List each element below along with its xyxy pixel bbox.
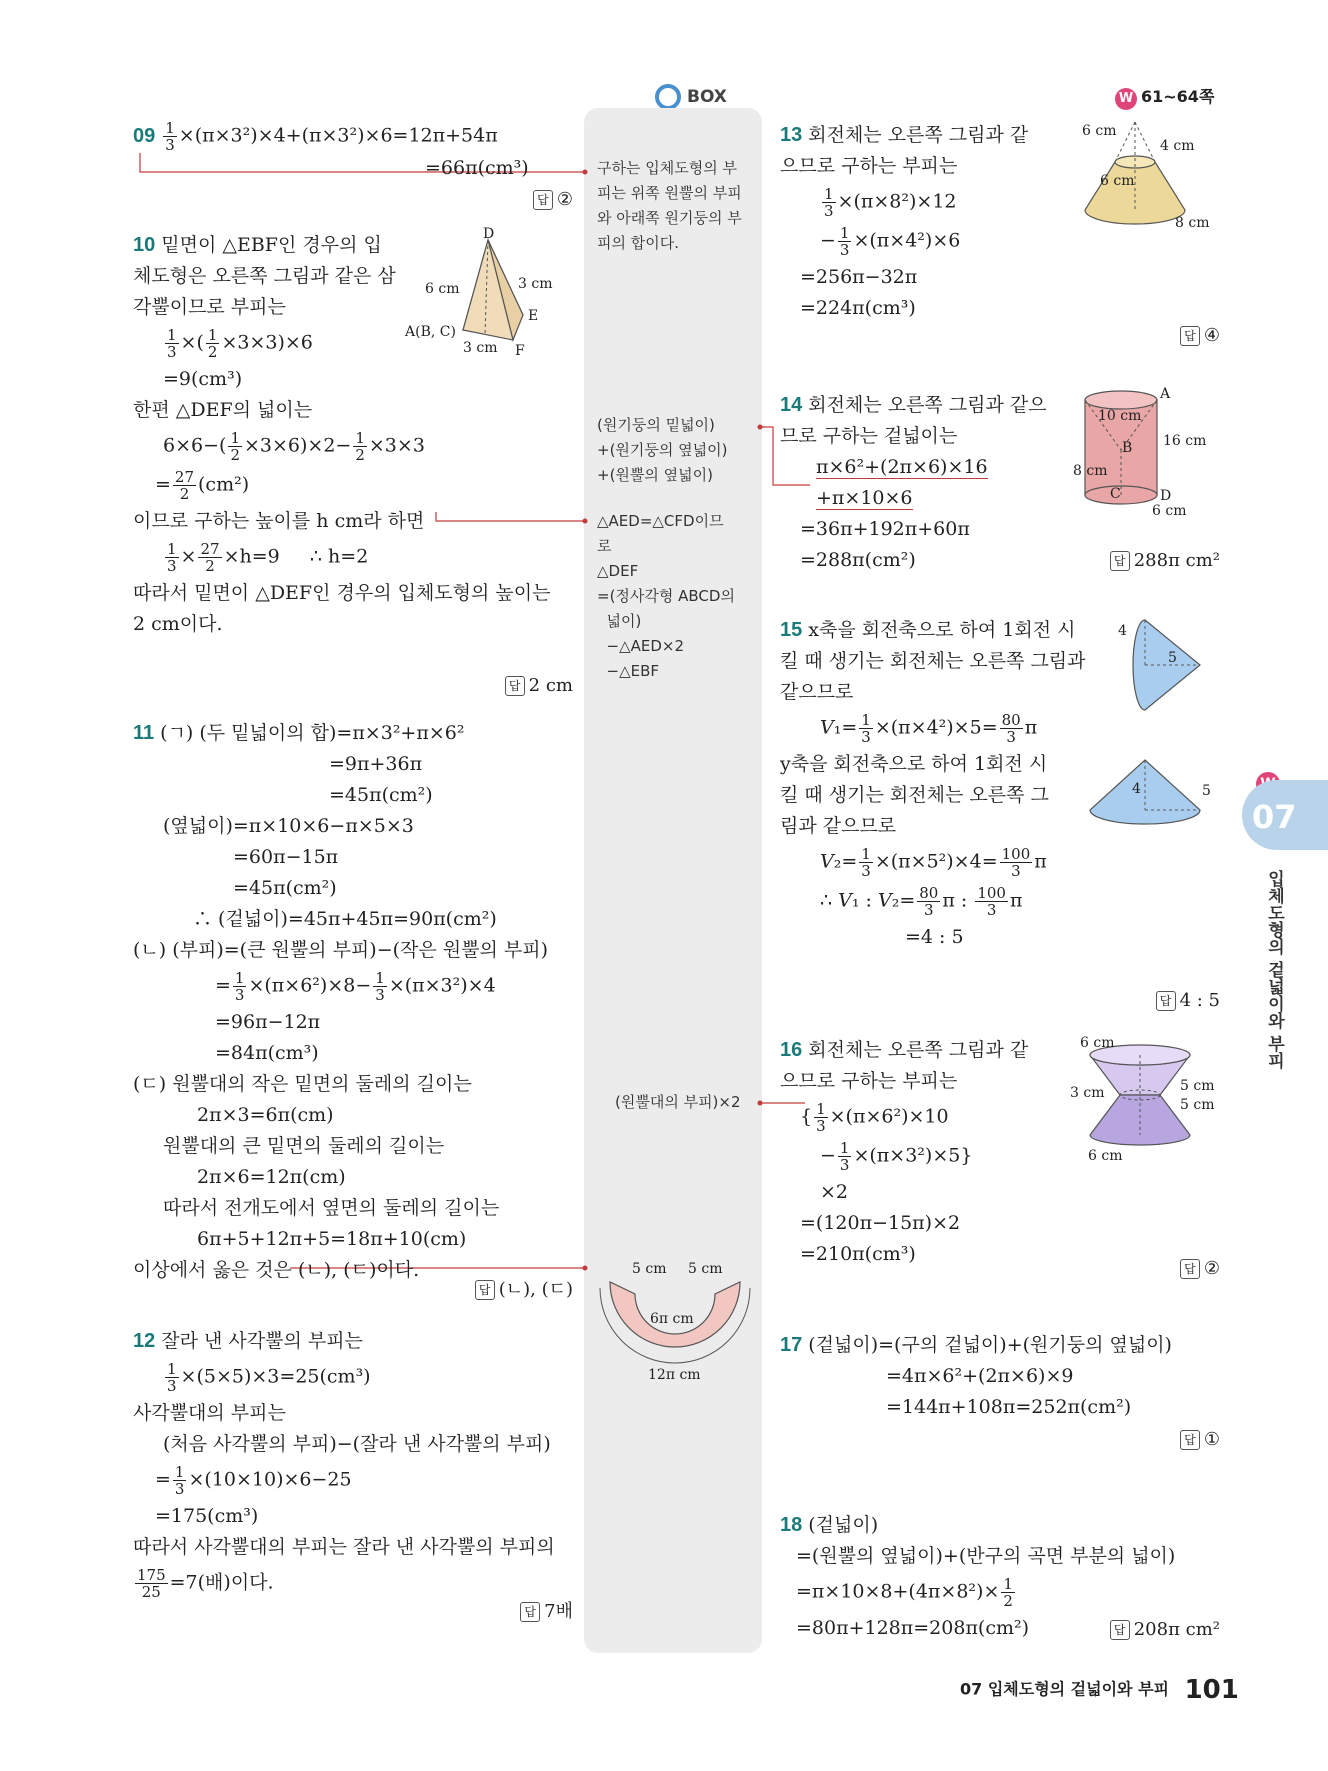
note-line: 넓이)	[597, 612, 642, 630]
fraction: $\frac{1}{2}$	[230, 429, 240, 464]
fraction: $\frac{1}{3}$	[839, 1139, 850, 1174]
chapter-vertical-title: 입체도형의 겉넓이와 부피	[1264, 870, 1284, 1069]
p17-answer	[1180, 1424, 1220, 1455]
box-note-1	[597, 156, 757, 256]
label-F: F	[515, 343, 525, 359]
fraction: $\frac{1}{3}$	[234, 969, 245, 1004]
label-ABC: A(B, C)	[405, 324, 456, 340]
problem-17	[780, 1330, 1220, 1510]
answer-value: 288π cm²	[1133, 550, 1220, 571]
answer-value: ①	[1203, 1429, 1220, 1450]
note-line: +(원기둥의 옆넓이)	[597, 441, 728, 459]
p18-l4: =80π+128π=208π(cm²)	[796, 1617, 1030, 1639]
problem-18	[780, 1510, 1220, 1650]
label-4: 4	[1118, 623, 1127, 639]
p15-l8-text: ×(π×5²)×4=	[874, 850, 998, 873]
fraction: $\frac{1}{3}$	[824, 185, 834, 220]
p18-l1	[780, 1510, 1220, 1541]
p12-l8-text: =7(배)이다.	[169, 1571, 274, 1594]
p18-answer	[1110, 1614, 1220, 1645]
fraction: $\frac{80}{3}$	[919, 884, 939, 919]
label-B: B	[1122, 440, 1133, 456]
p11-a5: =60π−15π	[233, 846, 339, 868]
p10-line3: 각뿔이므로 부피는	[133, 296, 286, 318]
p18-l3	[780, 1576, 1220, 1609]
p11-c1: (ㄷ) 원뿔대의 작은 밑면의 둘레의 길이는	[133, 1073, 472, 1095]
note-line: +(원뿔의 옆넓이)	[597, 466, 713, 484]
page-ref-text: 61~64쪽	[1141, 87, 1215, 106]
p16-l3-text: ×(π×6²)×10	[829, 1105, 949, 1128]
p13-l1-text: 회전체는 오른쪽 그림과 같	[808, 124, 1029, 146]
p12-l4: (처음 사각뿔의 부피)−(잘라 낸 사각뿔의 부피)	[163, 1433, 551, 1455]
p09-l1: ×(π×3²)×4+(π×3²)×6=12π+54π	[178, 124, 498, 147]
p10-answer	[505, 670, 573, 701]
fraction: $\frac{1}{3}$	[861, 711, 871, 746]
p12-l5-text: ×(10×10)×6−25	[188, 1468, 352, 1491]
p15-l9: =4 : 5	[905, 926, 964, 948]
p16-l5: ×2	[820, 1181, 849, 1203]
p10-line5: =9(cm³)	[163, 368, 243, 390]
label-A: A	[1160, 386, 1171, 402]
label-4-y: 4	[1132, 781, 1141, 797]
fraction: $\frac{1}{3}$	[167, 540, 177, 575]
label-6cm: 6 cm	[1152, 503, 1187, 519]
fraction: $\frac{1}{2}$	[1003, 1575, 1013, 1610]
answer-mark-icon: 답	[505, 676, 525, 696]
p10-line12: 2 cm이다.	[133, 613, 223, 635]
p11-b2-text: ×(π×6²)×8−	[248, 974, 372, 997]
p11-b1: (ㄴ) (부피)=(큰 원뿔의 부피)−(작은 원뿔의 부피)	[133, 939, 549, 961]
p17-l1-text: (겉넓이)=(구의 겉넓이)+(원기둥의 옆넓이)	[808, 1334, 1172, 1356]
problem-14	[780, 386, 1220, 615]
box-header	[655, 84, 727, 110]
label-3cm: 3 cm	[1070, 1085, 1105, 1101]
p14-l5: =36π+192π+60π	[800, 518, 970, 540]
p15-l5: y축을 회전축으로 하여 1회전 시	[780, 753, 1048, 775]
p15-l8: V₂= $\frac{1}{3}$ ×(π×5²)×4= $\frac{100}{3}$ π	[820, 845, 1047, 880]
p11-b2b-text: ×(π×3²)×4	[388, 974, 496, 997]
fan-a-label: 5 cm	[632, 1261, 667, 1277]
fan-inner-label: 6π cm	[650, 1311, 694, 1327]
fraction: $\frac{1}{3}$	[167, 326, 177, 361]
label-8cm: 8 cm	[1073, 463, 1108, 479]
label-10cm: 10 cm	[1098, 408, 1142, 424]
answer-value: 208π cm²	[1133, 1619, 1220, 1640]
problem-11	[133, 718, 573, 1326]
label-5: 5	[1168, 650, 1177, 666]
answer-value: 4 : 5	[1179, 990, 1220, 1011]
p11-b4: =84π(cm³)	[215, 1042, 319, 1064]
fraction: $\frac{1}{2}$	[207, 326, 218, 361]
fraction: $\frac{1}{2}$	[355, 429, 365, 464]
p11-c6: 6π+5+12π+5=18π+10(cm)	[197, 1228, 467, 1250]
problem-09	[133, 120, 573, 230]
p10-l7b: ×3×6)×2−	[243, 434, 352, 457]
p15-l7: 림과 같으므로	[780, 815, 897, 837]
answer-value: (ㄴ), (ㄷ)	[498, 1279, 573, 1300]
label-D: D	[483, 226, 495, 242]
chapter-number: 07	[1252, 798, 1297, 836]
note-line: 피의 합이다.	[597, 234, 679, 252]
p10-line7	[133, 430, 573, 463]
p09-line2: =66π(cm³)	[425, 157, 529, 179]
p12-answer	[520, 1596, 573, 1627]
p15-l2: 킬 때 생기는 회전체는 오른쪽 그림과	[780, 650, 1086, 672]
p12-l7: 따라서 사각뿔대의 부피는 잘라 낸 사각뿔의 부피의	[133, 1536, 555, 1558]
note-line: △DEF	[597, 562, 639, 580]
p18-l3-text: =π×10×8+(4π×8²)×	[796, 1580, 1000, 1603]
p11-answer	[475, 1274, 573, 1305]
fraction: $\frac{1}{3}$	[861, 845, 871, 880]
p11-c2: 2π×3=6π(cm)	[197, 1104, 334, 1126]
fraction: $\frac{100}{3}$	[1001, 845, 1031, 880]
p15-l1-text: x축을 회전축으로 하여 1회전 시	[808, 619, 1076, 641]
problem-number: 09	[133, 124, 156, 147]
fraction: $\frac{1}{3}$	[167, 1360, 177, 1395]
p14-l3-text: π×6²+(2π×6)×16	[816, 456, 988, 478]
p10-l1: 밑면이 △EBF인 경우의 입	[161, 234, 382, 256]
p18-l1-text: (겉넓이)	[808, 1514, 879, 1536]
answer-mark-icon: 답	[1110, 1620, 1130, 1640]
p11-a4: (옆넓이)=π×10×6−π×5×3	[163, 815, 414, 837]
problem-number: 16	[780, 1039, 803, 1061]
p15-l4-text: ×(π×4²)×5=	[874, 716, 998, 739]
label-E: E	[528, 308, 539, 324]
note-line: 구하는 입체도형의 부	[597, 159, 737, 177]
fraction: $\frac{1}{3}$	[174, 1463, 185, 1498]
p10-line4: $\frac{1}{3}$ ×( $\frac{1}{2}$ ×3×3)×6	[167, 326, 313, 361]
p16-l4-text: ×(π×3²)×5}	[853, 1144, 973, 1167]
p10-l10: ×h=9 ∴ h=2	[223, 545, 369, 568]
p11-a1-text: (ㄱ) (두 밑넓이의 합)=π×3²+π×6²	[160, 722, 465, 744]
fraction: $\frac{1}{3}$	[839, 224, 850, 259]
cone-y-figure	[1070, 755, 1220, 845]
p11-a2: =9π+36π	[329, 753, 423, 775]
answer-mark-icon: 답	[475, 1280, 495, 1300]
p10-line8: = $\frac{27}{2}$ (cm²)	[155, 468, 250, 503]
label-6cm: 6 cm	[425, 281, 460, 297]
p14-l6: =288π(cm²)	[800, 549, 916, 571]
problem-number: 12	[133, 1330, 156, 1352]
problem-number: 14	[780, 394, 803, 416]
answer-mark-icon: 답	[1110, 551, 1130, 571]
answer-value: ②	[556, 189, 573, 210]
p10-line10: $\frac{1}{3}$ × $\frac{27}{2}$ ×h=9 ∴ h=2	[167, 540, 369, 575]
note-line: △AED=△CFD이므	[597, 512, 724, 530]
p14-l2: 므로 구하는 겉넓이는	[780, 425, 958, 447]
problem-15	[780, 615, 1220, 1035]
p11-a1	[133, 718, 573, 749]
right-column	[780, 120, 1220, 1650]
fraction: $\frac{1}{3}$	[165, 119, 175, 154]
p13-l5: =256π−32π	[800, 266, 918, 288]
note-line: (원기둥의 밑넓이)	[597, 416, 715, 434]
problem-10	[133, 226, 573, 718]
box-note-3	[597, 509, 757, 684]
fraction: $\frac{27}{2}$	[200, 540, 220, 575]
problem-13	[780, 120, 1220, 390]
footer	[960, 1675, 1239, 1705]
answer-value: 2 cm	[528, 675, 573, 696]
answer-mark-icon: 답	[1156, 991, 1176, 1011]
label-3cm-a: 3 cm	[518, 276, 553, 292]
box-column	[584, 108, 762, 1653]
label-5-y: 5	[1202, 783, 1211, 799]
answer-mark-icon: 답	[1180, 326, 1200, 346]
p16-l3: { $\frac{1}{3}$ ×(π×6²)×10	[800, 1100, 949, 1135]
box-note-2	[597, 413, 757, 488]
p11-a6: =45π(cm²)	[233, 877, 337, 899]
answer-value: ④	[1203, 325, 1220, 346]
p15-l4: V₁= $\frac{1}{3}$ ×(π×4²)×5= $\frac{80}{3}$ π	[820, 711, 1038, 746]
p12-l2	[133, 1361, 573, 1394]
pyramid-figure	[405, 226, 573, 380]
page-number: 101	[1184, 1675, 1239, 1705]
fraction: $\frac{80}{3}$	[1001, 711, 1021, 746]
p12-l1	[133, 1326, 573, 1357]
p11-c3: 원뿔대의 큰 밑면의 둘레의 길이는	[163, 1135, 445, 1157]
label-6cm-top: 6 cm	[1080, 1035, 1115, 1051]
p17-l2: =4π×6²+(2π×6)×9	[886, 1365, 1074, 1387]
p10-line11: 따라서 밑면이 △DEF인 경우의 입체도형의 높이는	[133, 582, 551, 604]
fan-outer-label: 12π cm	[648, 1367, 701, 1383]
p12-l5: = $\frac{1}{3}$ ×(10×10)×6−25	[155, 1463, 352, 1498]
p13-l4-text: ×(π×4²)×6	[853, 229, 961, 252]
label-5cm-b: 5 cm	[1180, 1097, 1215, 1113]
w-badge-icon: W	[1115, 88, 1137, 110]
p15-l6: 킬 때 생기는 회전체는 오른쪽 그	[780, 784, 1049, 806]
page-ref	[1115, 84, 1214, 110]
answer-value: 7배	[544, 1601, 573, 1622]
p10-l8: (cm²)	[198, 473, 250, 496]
p10-line6: 한편 △DEF의 넓이는	[133, 399, 313, 421]
fan-b-label: 5 cm	[688, 1261, 723, 1277]
p11-a7: ∴ (겉넓이)=45π+45π=90π(cm²)	[193, 908, 497, 930]
label-3cm-b: 3 cm	[463, 340, 498, 356]
p13-answer	[1180, 320, 1220, 351]
p16-l2: 으므로 구하는 부피는	[780, 1070, 958, 1092]
cylinder-cone-figure	[1070, 380, 1220, 520]
double-frustum-figure	[1070, 1035, 1220, 1165]
answer-mark-icon: 답	[1180, 1430, 1200, 1450]
label-6cm-bottom: 6 cm	[1088, 1148, 1123, 1164]
p15-ratio: ∴ V₁ : V₂= $\frac{80}{3}$ π : $\frac{100}{3}$ π	[820, 884, 1023, 919]
left-column	[133, 120, 573, 1626]
p12-l8	[133, 1567, 573, 1600]
p10-l7a: 6×6−(	[163, 434, 227, 457]
footer-chapter-title: 07 입체도형의 겉넓이와 부피	[960, 1679, 1169, 1699]
note-line: −△AED×2	[597, 637, 685, 655]
p11-a3: =45π(cm²)	[329, 784, 433, 806]
p12-l1-text: 잘라 낸 사각뿔의 부피는	[161, 1330, 363, 1352]
p11-b2: = $\frac{1}{3}$ ×(π×6²)×8− $\frac{1}{3}$ ×(π×3²)×4	[215, 969, 496, 1004]
problem-number: 18	[780, 1514, 803, 1536]
p09-line1	[133, 120, 573, 153]
answer-mark-icon: 답	[1180, 1259, 1200, 1279]
note-line: 와 아래쪽 원기둥의 부	[597, 209, 742, 227]
problem-number: 10	[133, 234, 156, 256]
answer-value: ②	[1203, 1258, 1220, 1279]
p14-l4-text: +π×10×6	[816, 487, 913, 509]
frustum-figure	[1060, 120, 1220, 240]
p16-answer	[1180, 1253, 1220, 1284]
fraction: $\frac{100}{3}$	[977, 884, 1006, 919]
cone-x-figure	[1110, 615, 1210, 725]
p12-l3: 사각뿔대의 부피는	[133, 1402, 286, 1424]
problem-12	[133, 1326, 573, 1626]
p16-l4: − $\frac{1}{3}$ ×(π×3²)×5}	[820, 1139, 973, 1174]
p15-answer	[1156, 985, 1220, 1016]
box-label: BOX	[687, 87, 727, 107]
p10-line2: 체도형은 오른쪽 그림과 같은 삼	[133, 265, 396, 287]
fraction: $\frac{1}{3}$	[816, 1100, 826, 1135]
p16-l1-text: 회전체는 오른쪽 그림과 같	[808, 1039, 1029, 1061]
p10-line9: 이므로 구하는 높이를 h cm라 하면	[133, 510, 425, 532]
problem-number: 15	[780, 619, 803, 641]
label-D: D	[1160, 488, 1172, 504]
p14-l1-text: 회전체는 오른쪽 그림과 같으	[808, 394, 1047, 416]
p18-l2: =(원뿔의 옆넓이)+(반구의 곡면 부분의 넓이)	[796, 1545, 1176, 1567]
note-line: 로	[597, 537, 612, 555]
label-5cm-a: 5 cm	[1180, 1078, 1215, 1094]
note-line: =(정사각형 ABCD의	[597, 587, 735, 605]
label-4cm: 4 cm	[1160, 138, 1195, 154]
p16-l6: =(120π−15π)×2	[800, 1212, 961, 1234]
p13-l3-text: ×(π×8²)×12	[837, 190, 957, 213]
fan-net-figure	[590, 1250, 760, 1383]
label-C: C	[1110, 486, 1121, 502]
problem-16	[780, 1035, 1220, 1330]
answer-mark-icon: 답	[520, 1602, 540, 1622]
problem-number: 13	[780, 124, 803, 146]
p13-l2: 으므로 구하는 부피는	[780, 155, 958, 177]
label-8cm: 8 cm	[1175, 215, 1210, 231]
label-6cm-top: 6 cm	[1082, 123, 1117, 139]
fraction: $\frac{175}{25}$	[137, 1566, 166, 1601]
label-6cm-mid: 6 cm	[1100, 173, 1135, 189]
p10-l4: ×3×3)×6	[221, 331, 313, 354]
p15-l3: 같으므로	[780, 681, 854, 703]
p12-l2-text: ×(5×5)×3=25(cm³)	[180, 1365, 371, 1388]
p12-l6: =175(cm³)	[155, 1505, 259, 1527]
problem-number: 11	[133, 722, 155, 744]
p11-c5: 따라서 전개도에서 옆면의 둘레의 길이는	[163, 1197, 500, 1219]
note-line: 피는 위쪽 원뿔의 부피	[597, 184, 742, 202]
q-icon	[655, 84, 681, 110]
fraction: $\frac{1}{3}$	[375, 969, 385, 1004]
label-16cm: 16 cm	[1163, 433, 1207, 449]
problem-number: 17	[780, 1334, 803, 1356]
p13-l4: − $\frac{1}{3}$ ×(π×4²)×6	[820, 224, 961, 259]
box-note-4: (원뿔대의 부피)×2	[615, 1093, 741, 1111]
p13-l6: =224π(cm³)	[800, 297, 916, 319]
p11-b3: =96π−12π	[215, 1011, 321, 1033]
p14-answer	[1110, 545, 1220, 576]
note-line: −△EBF	[597, 662, 660, 680]
p17-l1	[780, 1330, 1220, 1361]
p10-l7c: ×3×3	[368, 434, 425, 457]
p16-l7: =210π(cm³)	[800, 1243, 916, 1265]
fraction: $\frac{27}{2}$	[174, 468, 195, 503]
p11-c4: 2π×6=12π(cm)	[197, 1166, 346, 1188]
p09-answer	[533, 184, 573, 215]
answer-mark-icon: 답	[533, 190, 553, 210]
p11-c7: 이상에서 옳은 것은 (ㄴ), (ㄷ)이다.	[133, 1259, 420, 1281]
p17-l3: =144π+108π=252π(cm²)	[886, 1396, 1132, 1418]
